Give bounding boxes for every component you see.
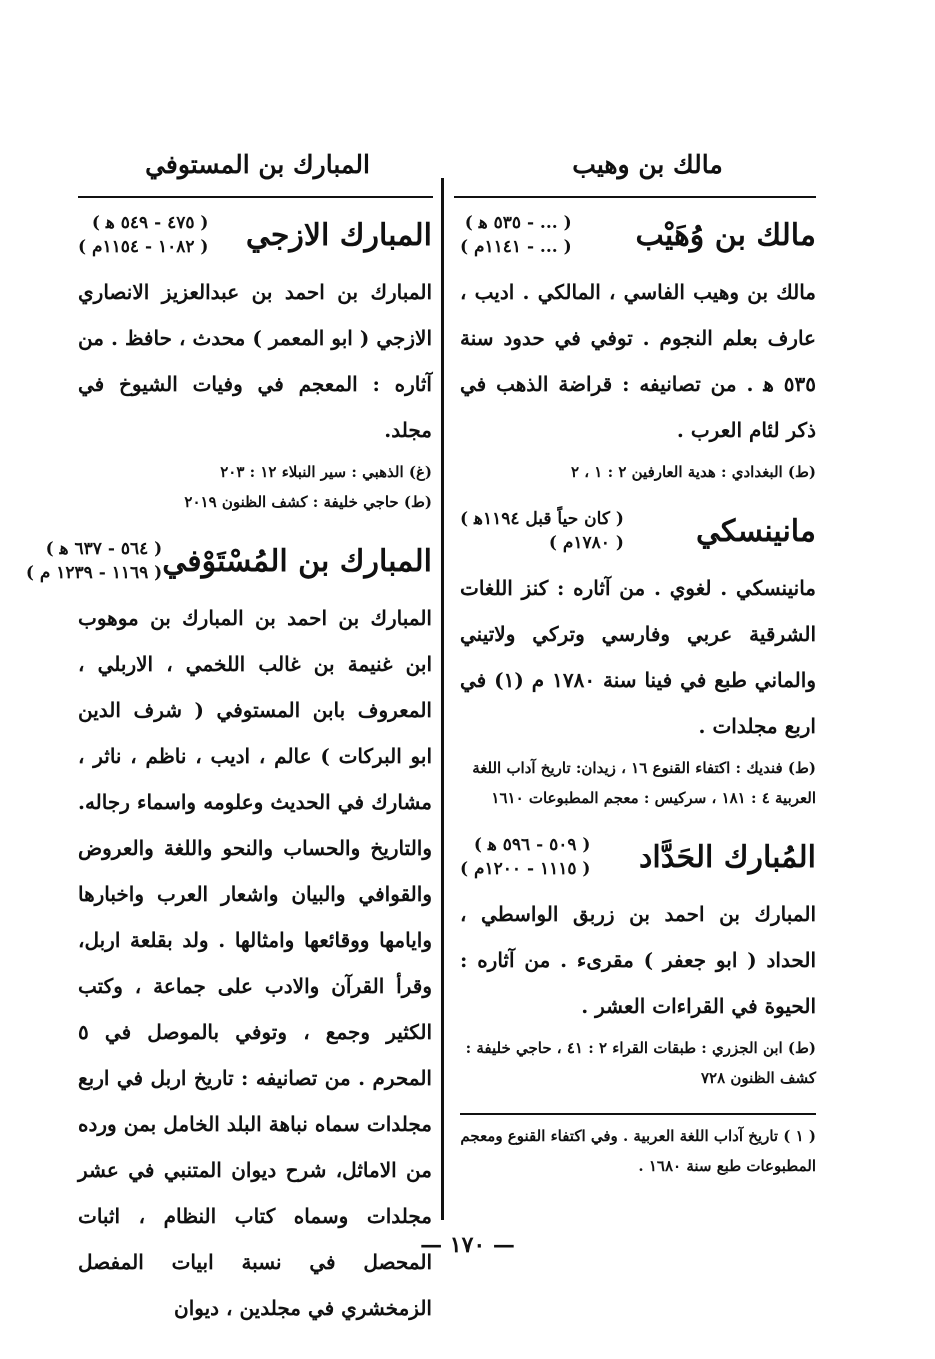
entry-dates <box>460 833 590 881</box>
entry-body: المبارك بن احمد بن المبارك بن موهوب ابن غنيمة بن غالب اللخمي ، الاربلي ، المعروف بابن المستوفي ( شرف الدين ابو البركات ) عالم ، اديب ، ناظم ، ناثر ، مشارك في الحديث وعلومه واسماء رجاله. والتاريخ والحساب والنحو واللغة والعروض والقوافي والبيان واشعار العرب واخبارها وايامها ووقائعها وامثالها . ولد بقلعة اربل، وقرأ القرآن والادب على جماعة ، وكتب الكثير وجمع ، وتوفي بالموصل في ٥ المحرم . من تصانيفه : تاريخ اربل في اربع مجلدات سماه نباهة البلد الخامل بمن ورده من الاماثل، شرح ديوان المتنبي في عشر مجلدات وسماه كتاب النظام ، اثبات المحصل في نسبة ابيات المفصل الزمخشري في مجلدين ، ديوان <box>78 606 432 1320</box>
reference-line: (ط) ابن الجزري : طبقات القراء ٢ : ٤١ ، حاجي خليفة : كشف الظنون ٧٢٨ <box>465 1039 816 1087</box>
header-rule-right <box>454 196 816 198</box>
entry-title: المبارك بن المُسْتَوْفي <box>162 543 432 579</box>
right-column <box>460 205 816 1181</box>
entry-body: مانينسكي . لغوي . من آثاره : كنز اللغات الشرقية عربي وفارسي وتركي ولاتيني والماني طبع في فينا سنة ١٧٨٠ م (١) في اربع مجلدات . <box>460 576 816 738</box>
entry-dates <box>78 211 208 259</box>
dates-gregorian: ( ١٧٨٠م ) <box>548 533 624 553</box>
entry-body: المبارك بن احمد بن زربق الواسطي ، الحداد ( ابو جعفر ) مقرىء . من آثاره : الحيوة في القراءات العشر . <box>460 902 816 1018</box>
reference-line: (غ) الذهبي : سير النبلاء ١٢ : ٢٠٣ <box>220 463 432 481</box>
entry-title: مانينسكي <box>696 513 816 549</box>
entry-dates <box>460 211 572 259</box>
dates-gregorian: ( ١١٦٩ - ١٢٣٩ م ) <box>25 563 163 583</box>
dates-hijri: ( ٤٧٥ - ٥٤٩ ﻫ ) <box>91 213 209 233</box>
entry-title: مالك بن وُهَيْب <box>635 217 816 253</box>
dates-hijri: ( ٥٦٤ - ٦٣٧ ﻫ ) <box>45 539 163 559</box>
entry-heading <box>78 211 432 259</box>
reference-line: (ط) البغدادي : هدية العارفين ٢ : ١ ، ٢ <box>570 463 816 481</box>
entry-malik-bin-wuhayb <box>460 211 816 487</box>
entry-title: المُبارك الحَدَّاد <box>639 839 816 875</box>
reference-line: (ط) فنديك : اكتفاء القنوع ١٦ ، زيدان: تاريخ آداب اللغة العربية ٤ : ١٨١ ، سركيس : معجم المطبوعات ١٦١٠ <box>472 759 816 807</box>
entry-references <box>460 753 816 813</box>
reference-line: (ط) حاجي خليفة : كشف الظنون ٢٠١٩ <box>184 493 432 511</box>
footnote-rule <box>460 1113 816 1115</box>
dates-hijri: ( كان حياً قبل ١١٩٤ﻫ ) <box>460 509 624 529</box>
entry-mubarak-al-haddad <box>460 833 816 1093</box>
entry-title: المبارك الازجي <box>245 217 432 253</box>
entry-maninski <box>460 507 816 813</box>
entry-heading <box>25 537 432 585</box>
left-column <box>25 205 432 1331</box>
header-rule-left <box>78 196 433 198</box>
entry-heading <box>460 507 816 555</box>
entry-references <box>78 457 432 517</box>
footnote: ( ١ ) تاريخ آداب اللغة العربية . وفي اكتفاء القنوع ومعجم المطبوعات طبع سنة ١٦٨٠ . <box>460 1127 816 1175</box>
column-divider <box>441 178 444 1220</box>
page-number: — ١٧٠ — <box>420 1232 515 1258</box>
entry-body: مالك بن وهيب الفاسي ، المالكي . اديب ، عارف بعلم النجوم . توفي في حدود سنة ٥٣٥ ﻫ . من تصانيفه : قراضة الذهب في ذكر لئام العرب . <box>460 280 816 442</box>
entry-mubarak-al-azaji <box>78 211 432 517</box>
entry-dates <box>26 537 162 585</box>
running-header-left: المبارك بن المستوفي <box>145 150 370 179</box>
entry-heading <box>460 211 816 259</box>
entry-references <box>460 457 816 487</box>
dates-gregorian: ( ١١١٥ - ١٢٠٠م ) <box>460 859 591 879</box>
running-header-right: مالك بن وهيب <box>572 150 723 179</box>
dates-hijri: ( ... - ٥٣٥ ﻫ ) <box>464 213 572 233</box>
entry-body: المبارك بن احمد بن عبدالعزيز الانصاري الازجي ( ابو المعمر ) محدث ، حافظ . من آثاره : المعجم في وفيات الشيوخ في مجلد. <box>78 280 432 442</box>
dates-gregorian: ( ١٠٨٢ - ١١٥٤م ) <box>78 237 209 257</box>
dates-hijri: ( ٥٠٩ - ٥٩٦ ﻫ ) <box>473 835 591 855</box>
entry-references <box>460 1033 816 1093</box>
entry-mubarak-bin-al-mustawfi <box>25 537 432 1331</box>
entry-heading <box>460 833 816 881</box>
dates-gregorian: ( ... - ١١٤١م ) <box>460 237 572 257</box>
entry-dates <box>460 507 624 555</box>
